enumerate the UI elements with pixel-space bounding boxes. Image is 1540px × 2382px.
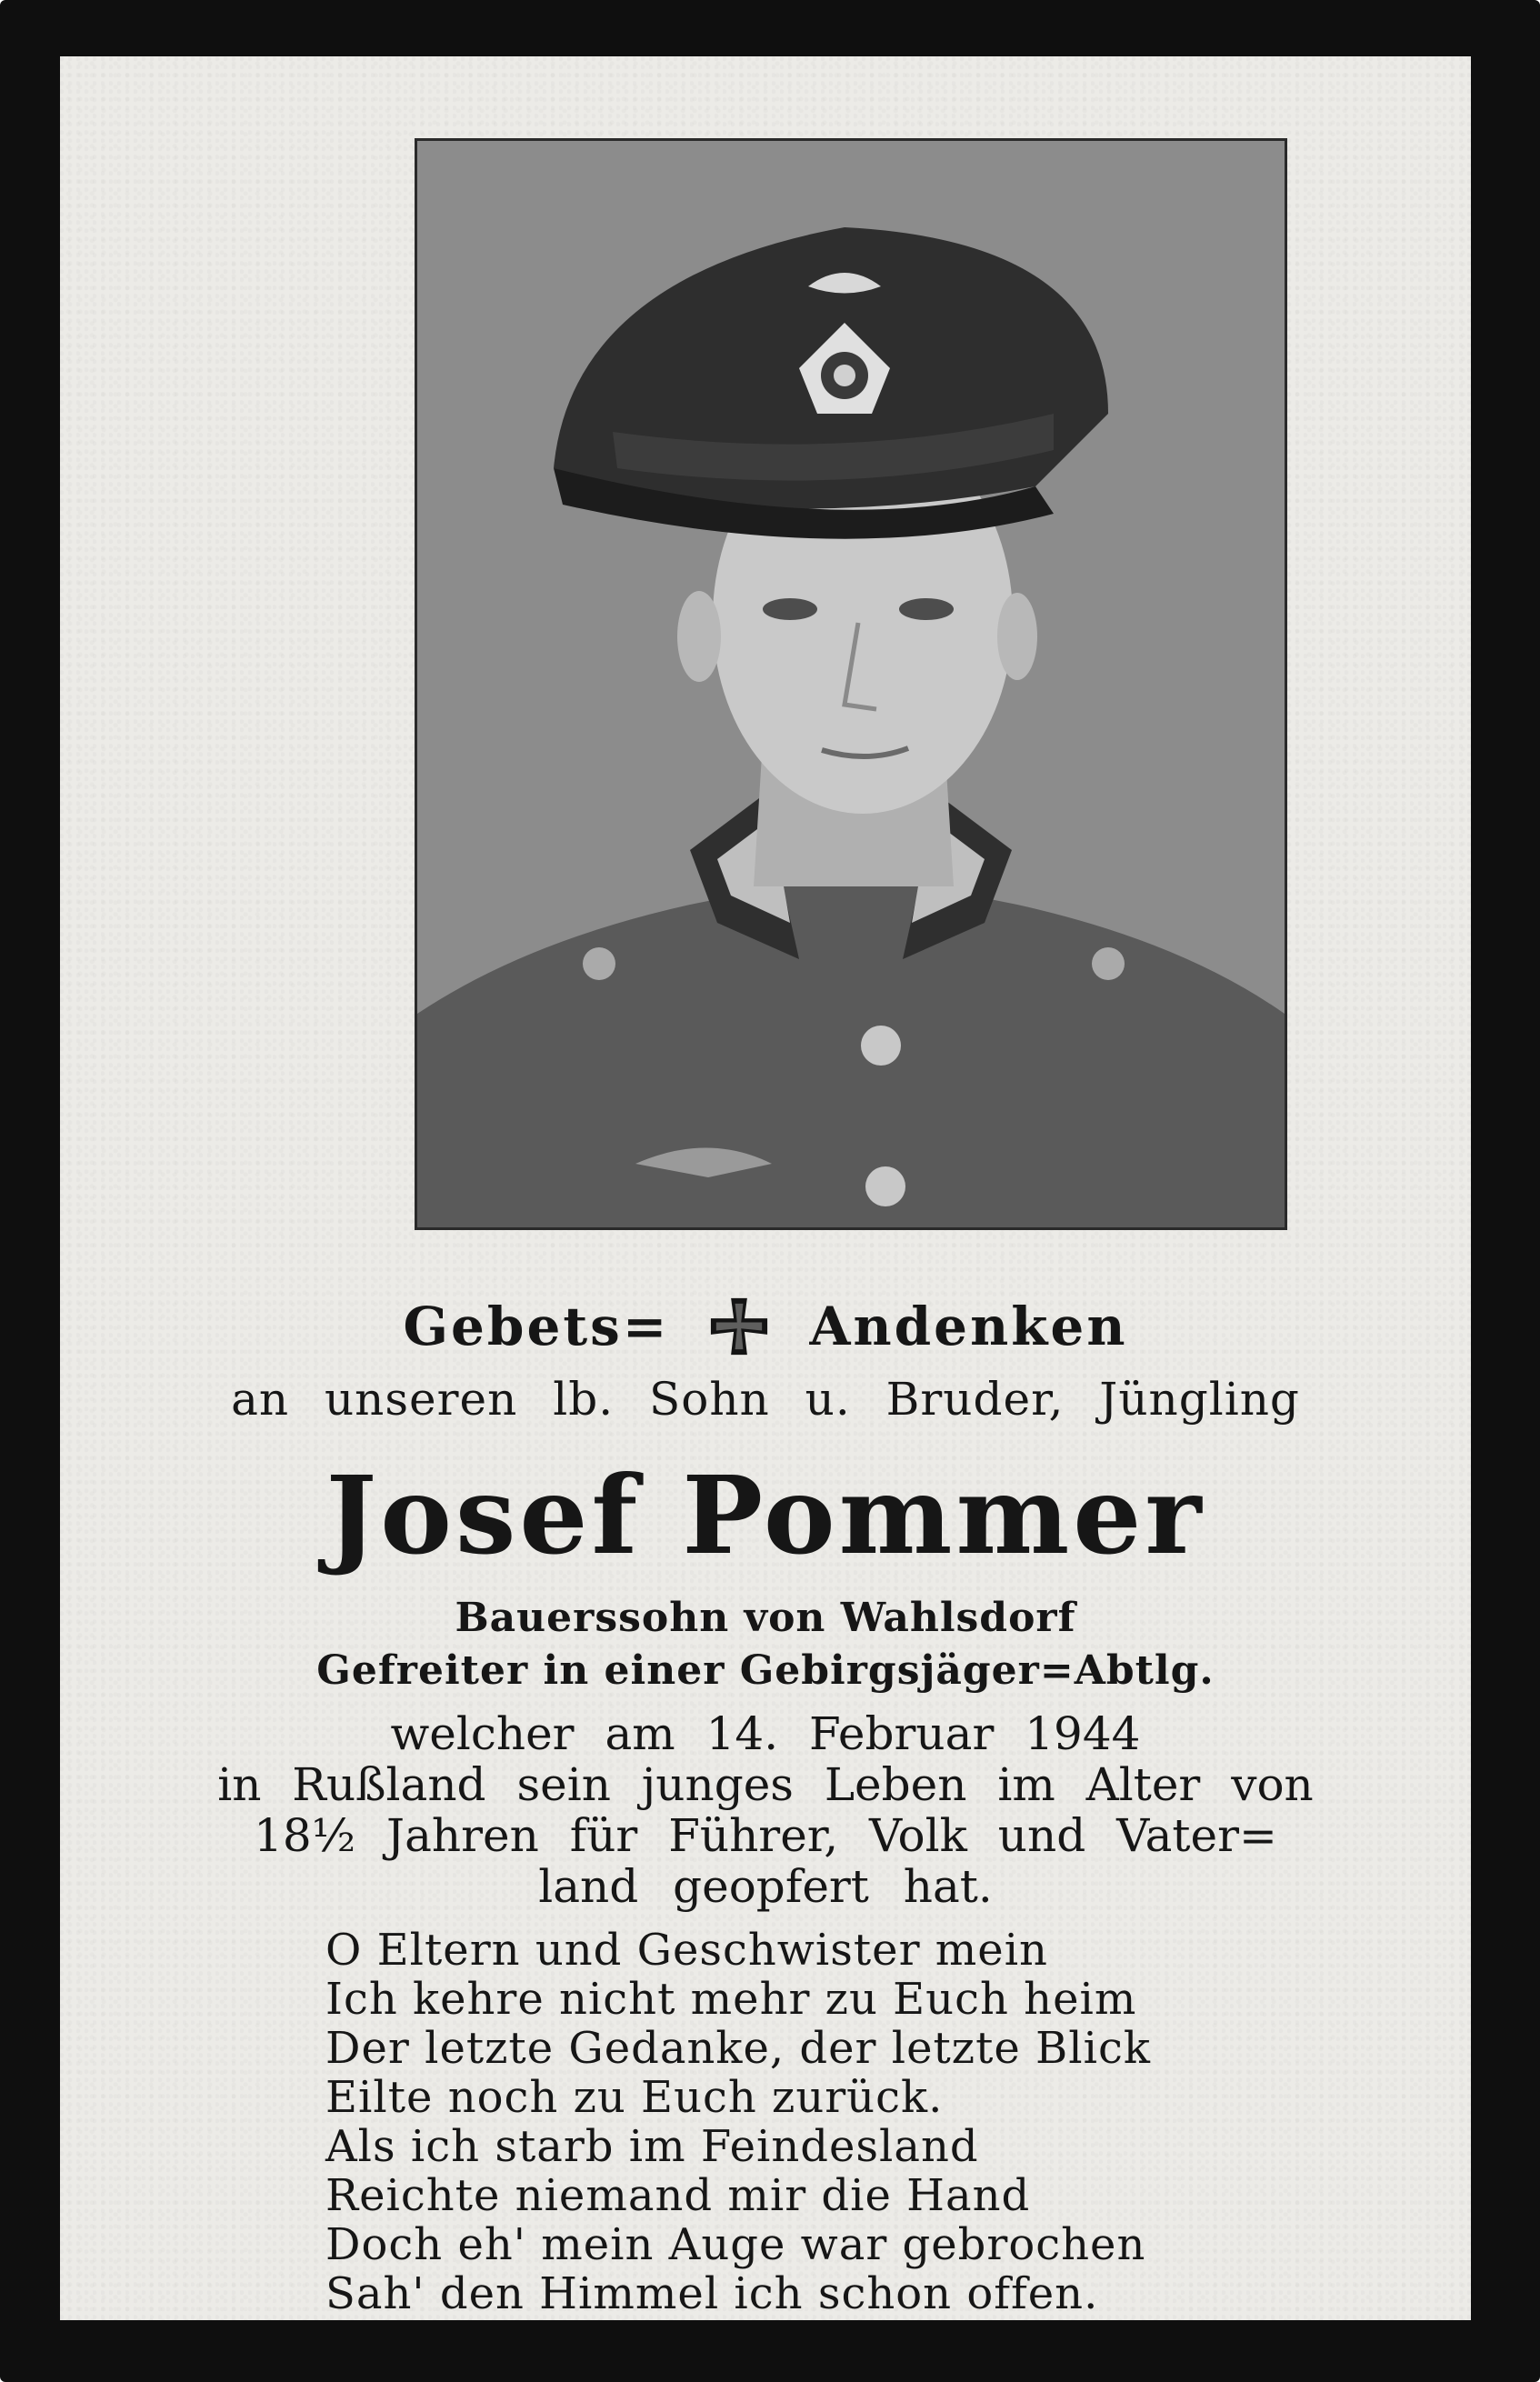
deceased-name: Josef Pommer <box>325 1452 1205 1578</box>
verse-line: O Eltern und Geschwister mein <box>325 1925 1048 1976</box>
soldier-portrait-image <box>417 141 1285 1227</box>
iron-cross-icon <box>705 1293 773 1360</box>
verse-line: Der letzte Gedanke, der letzte Blick <box>325 2023 1151 2074</box>
heading-left: Gebets= <box>403 1296 670 1357</box>
card-heading <box>60 1293 1471 1360</box>
descriptor-line-2: Gefreiter in einer Gebirgsjäger=Abtlg. <box>316 1647 1215 1694</box>
memorial-verse <box>325 1926 1325 2318</box>
body-line-4: land geopfert hat. <box>538 1860 993 1913</box>
verse-line: Reichte niemand mir die Hand <box>325 2170 1031 2221</box>
verse-line: Doch eh' mein Auge war gebrochen <box>325 2219 1146 2270</box>
verse-line: Als ich starb im Feindesland <box>325 2121 979 2172</box>
intro-line: an unseren lb. Sohn u. Bruder, Jüngling <box>231 1373 1300 1426</box>
heading-right: Andenken <box>809 1296 1128 1357</box>
verse-line: Ich kehre nicht mehr zu Euch heim <box>325 1974 1137 2025</box>
body-line-1: welcher am 14. Februar 1944 <box>390 1707 1141 1760</box>
verse-line: Eilte noch zu Euch zurück. <box>325 2072 944 2123</box>
card-paper <box>60 56 1471 2320</box>
descriptor-line-1: Bauerssohn von Wahlsdorf <box>455 1595 1076 1641</box>
portrait-photo <box>415 138 1287 1230</box>
body-line-2: in Rußland sein junges Leben im Alter von <box>217 1758 1314 1811</box>
body-line-3: 18½ Jahren für Führer, Volk und Vater= <box>254 1809 1277 1862</box>
verse-line: Sah' den Himmel ich schon offen. <box>325 2268 1099 2319</box>
